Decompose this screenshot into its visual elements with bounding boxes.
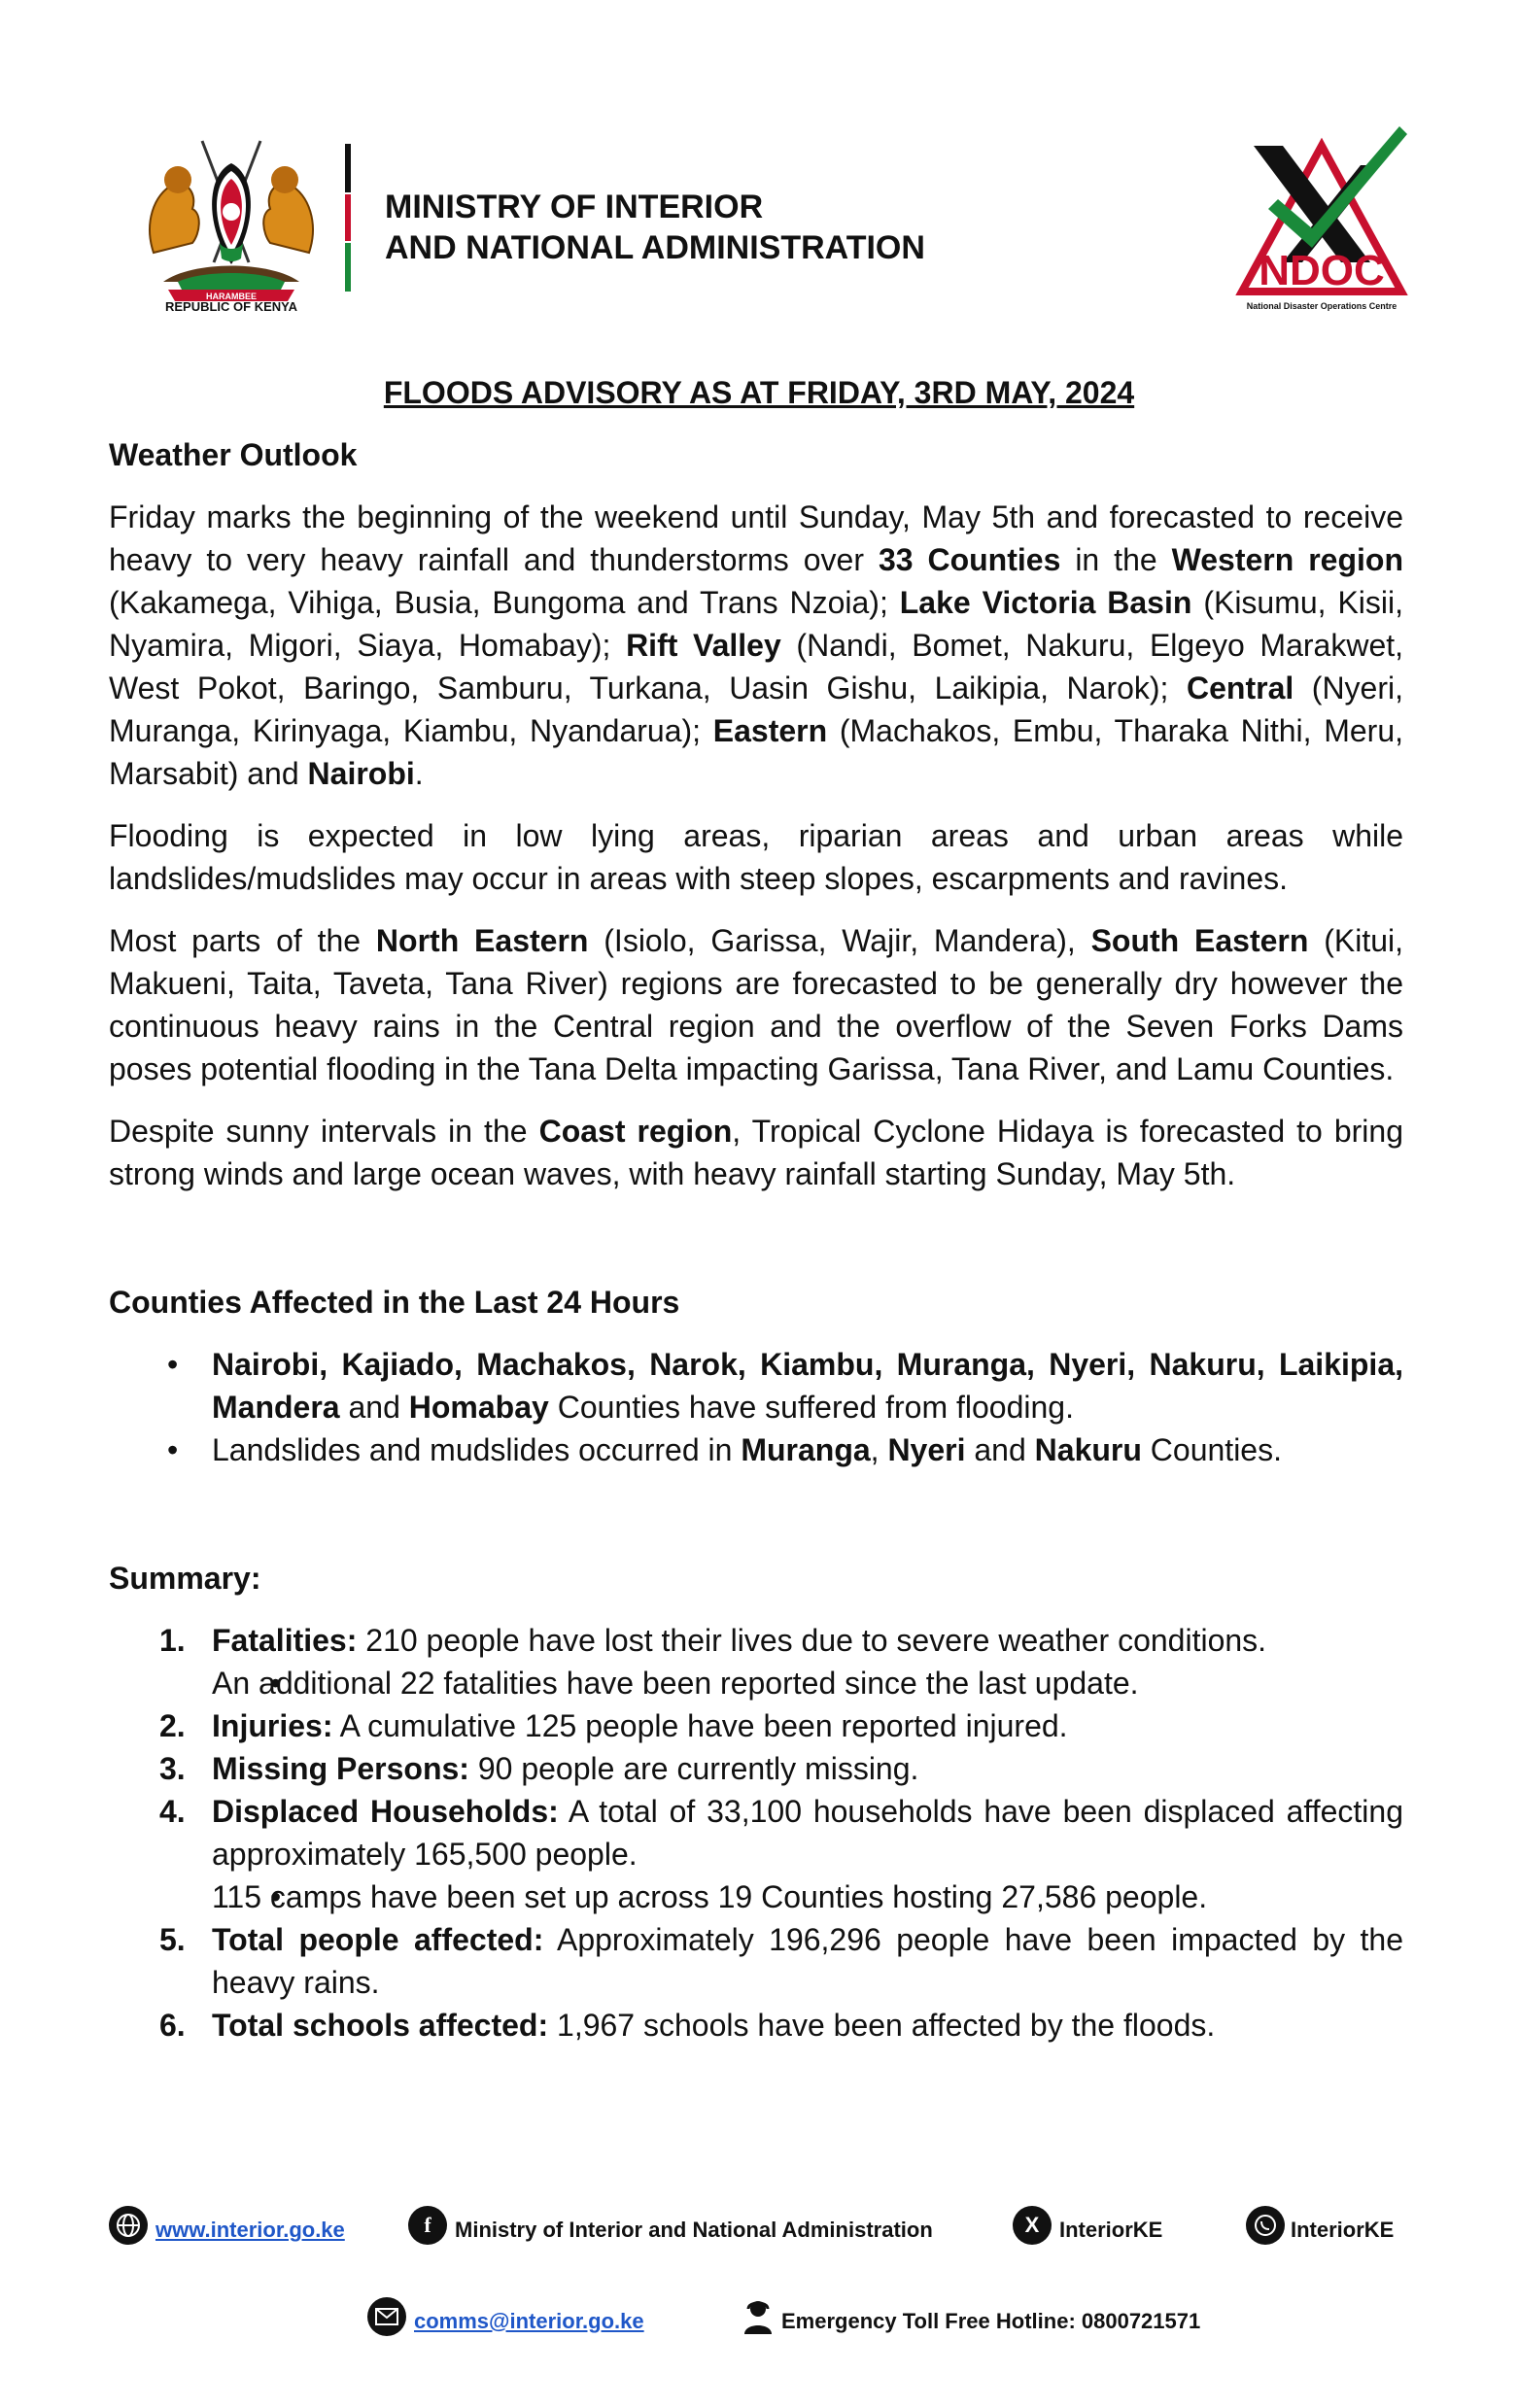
summary-item-total-people-affected: 5. Total people affected: Approximately 196,296 people have been impacted by the heavy rains. [159,1922,1404,2000]
website-link[interactable]: www.interior.go.ke [155,2218,345,2242]
summary-subitem-additional-fatalities: • An additional 22 fatalities have been reported since the last update. [109,1662,1403,1704]
summary-item-displaced-households: 4. Displaced Households: A total of 33,100 households have been displaced affecting approximately 165,500 people. [159,1794,1404,1872]
advisory-title: FLOODS ADVISORY AS AT FRIDAY, 3RD MAY, 2024 [383,375,1135,410]
counties-affected-heading: Counties Affected in the Last 24 Hours [109,1285,680,1320]
kenya-coat-of-arms-logo [134,136,328,311]
email-icon [367,2297,406,2336]
ministry-line2: AND NATIONAL ADMINISTRATION [385,229,925,266]
summary-item-fatalities: 1. Fatalities: 210 people have lost their lives due to severe weather conditions. [159,1623,1267,1658]
summary-subitem-camps: • 115 camps have been set up across 19 Counties hosting 27,586 people. [109,1875,1403,1918]
coat-motto: HARAMBEE [205,292,258,301]
phone-support-icon [739,2297,777,2336]
summary-item-missing-persons: 3. Missing Persons: 90 people are currently missing. [159,1751,919,1786]
list-item: • Landslides and mudslides occurred in Muranga, Nyeri and Nakuru Counties. [109,1428,1403,1471]
weather-paragraph-4: Despite sunny intervals in the Coast region, Tropical Cyclone Hidaya is forecasted to bring strong winds and large ocean waves, with heavy rainfall starting Sunday, May 5th. [109,1114,1404,1191]
coat-caption: REPUBLIC OF KENYA [164,299,298,311]
footer [0,2206,1518,2361]
summary-heading: Summary: [109,1561,261,1596]
email-link[interactable]: comms@interior.go.ke [414,2309,644,2333]
ndoc-subtitle: National Disaster Operations Centre [1246,301,1397,311]
weather-paragraph-1: Friday marks the beginning of the weekend until Sunday, May 5th and forecasted to receive heavy to very heavy rainfall and thunderstorms over 33 Counties in the Western region (Kakamega, Vihiga, Busia, Bungoma and Trans Nzoia); Lake Victoria Basin (Kisumu, Kisii, Nyamira, Migori, Siaya, Homabay); Rift Valley (Nandi, Bomet, Nakuru, Elgeyo Marakwet, West Pokot, Baringo, Samburu, Turkana, Uasin Gishu, Laikipia, Narok); Central (Nyeri, Muranga, Kirinyaga, Kiambu, Nyandarua); Eastern (Machakos, Embu, Tharaka Nithi, Meru, Marsabit) and Nairobi. [109,499,1404,791]
weather-outlook-heading: Weather Outlook [109,437,358,472]
ministry-line1: MINISTRY OF INTERIOR [385,189,764,225]
facebook-icon: f [408,2206,447,2245]
advisory-body [109,433,1403,2047]
ndoc-logo-text: NDOC [1259,247,1385,294]
weather-paragraph-2: Flooding is expected in low lying areas, riparian areas and urban areas while landslides/mudslides may occur in areas with steep slopes, escarpments and ravines. [109,818,1403,896]
weather-paragraph-3: Most parts of the North Eastern (Isiolo, Garissa, Wajir, Mandera), South Eastern (Kitui, Makueni, Taita, Taveta, Tana River) regions are forecasted to be generally dry however the continuous heavy rains in the Central region and the overflow of the Seven Forks Dams poses potential flooding in the Tana Delta impacting Garissa, Tana River, and Lamu Counties. [109,923,1404,1086]
ndoc-logo [1215,107,1409,321]
whatsapp-icon [1246,2206,1285,2245]
summary-list [109,1619,1403,2047]
summary-item-injuries: 2. Injuries: A cumulative 125 people have been reported injured. [159,1708,1068,1743]
x-twitter-icon: X [1013,2206,1052,2245]
ministry-name [385,187,925,268]
flag-color-divider [345,144,351,292]
facebook-page-name[interactable]: Ministry of Interior and National Administration [455,2218,933,2242]
whatsapp-handle[interactable]: InteriorKE [1291,2218,1395,2242]
counties-affected-list [109,1343,1403,1471]
list-item: • Nairobi, Kajiado, Machakos, Narok, Kiambu, Muranga, Nyeri, Nakuru, Laikipia, Mandera and Homabay Counties have suffered from flooding. [109,1343,1403,1428]
globe-icon [109,2206,148,2245]
summary-item-total-schools-affected: 6. Total schools affected: 1,967 schools have been affected by the floods. [159,2008,1216,2043]
emergency-hotline: Emergency Toll Free Hotline: 0800721571 [781,2309,1201,2333]
x-handle[interactable]: InteriorKE [1059,2218,1163,2242]
